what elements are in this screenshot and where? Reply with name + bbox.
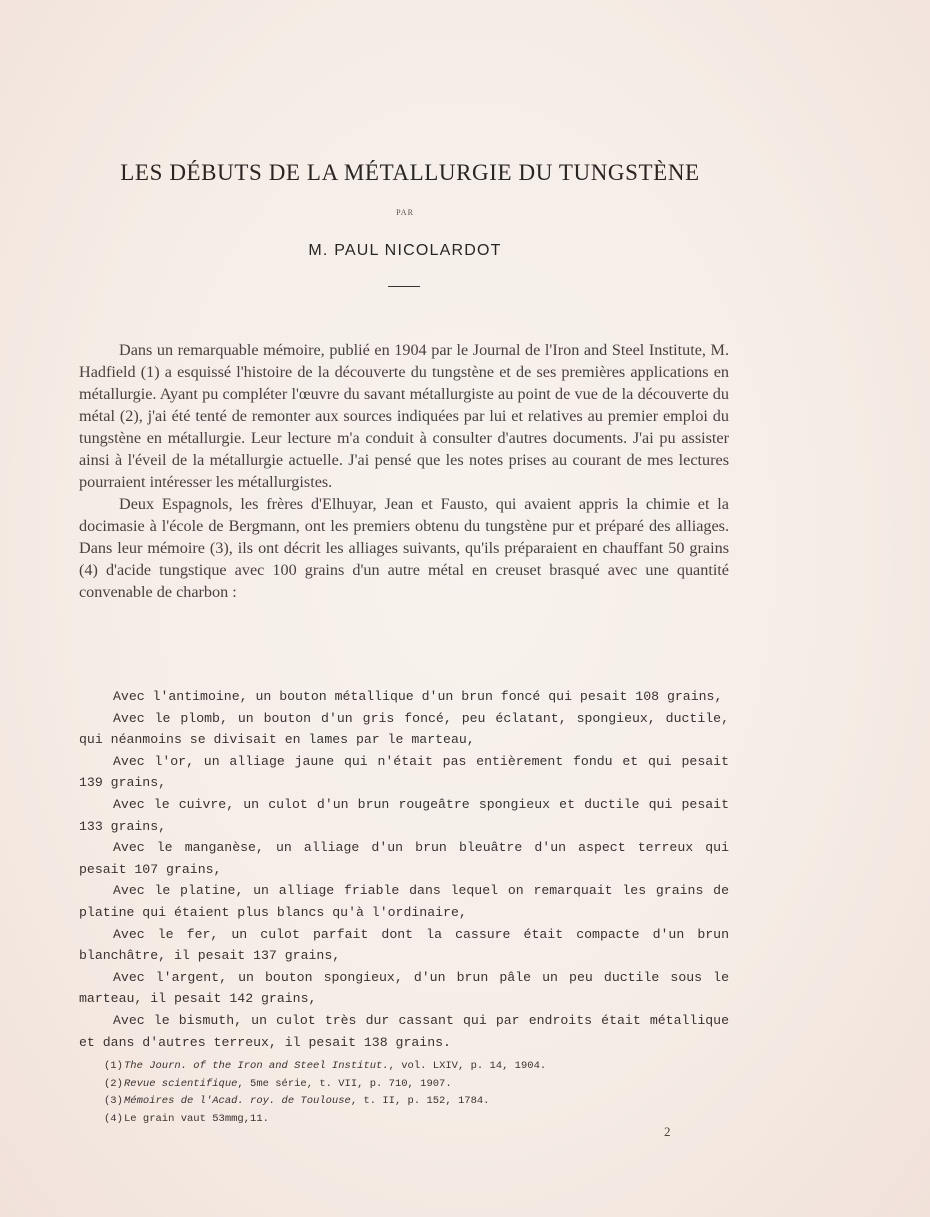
footnote-source: Mémoires de l'Acad. roy. de Toulouse bbox=[124, 1095, 351, 1107]
by-label: PAR bbox=[396, 208, 414, 217]
footnote-number: (4) bbox=[104, 1112, 123, 1125]
alloy-item: Avec l'argent, un bouton spongieux, d'un brun pâle un peu ductile sous le marteau, il pesait 142 grains, bbox=[79, 969, 729, 1007]
paragraph: Dans un remarquable mémoire, publié en 1904 par le Journal de l'Iron and Steel Institute, M. Hadfield (1) a esquissé l'histoire de la découverte du tungstène et de ses premières applications en métallurgie. Ayant pu compléter l'œuvre du savant métallurgiste au point de vue de la découverte du métal (2), j'ai été tenté de remonter aux sources indiquées par lui et relatives au premier emploi du tungstène en métallurgie. Leur lecture m'a conduit à consulter d'autres documents. J'ai pu assister ainsi à l'éveil de la métallurgie actuelle. J'ai pensé que les notes prises au courant de mes lectures pourraient intéresser les métallurgistes. bbox=[79, 341, 729, 491]
footnotes bbox=[104, 1058, 664, 1128]
footnote-detail: , vol. LXIV, p. 14, 1904. bbox=[388, 1060, 547, 1072]
footnote bbox=[104, 1076, 664, 1094]
footnote bbox=[104, 1093, 664, 1111]
alloy-item: Avec le platine, un alliage friable dans lequel on remarquait les grains de platine qui étaient plus blancs qu'à l'ordinaire, bbox=[79, 883, 729, 920]
footnote-source: Revue scientifique bbox=[124, 1077, 238, 1090]
footnote-detail: , t. II, p. 152, 1784. bbox=[350, 1095, 490, 1107]
alloy-item: Avec le fer, un culot parfait dont la cassure était compacte d'un brun blanchâtre, il pesait 137 grains, bbox=[79, 926, 729, 964]
alloy-item: Avec le manganèse, un alliage d'un brun bleuâtre d'un aspect terreux qui pesait 107 grains, bbox=[79, 840, 729, 877]
article-title: LES DÉBUTS DE LA MÉTALLURGIE DU TUNGSTÈNE bbox=[120, 160, 700, 185]
footnote-detail: Le grain vaut 53mmg,11. bbox=[124, 1112, 269, 1125]
footnote-number: (2) bbox=[104, 1077, 123, 1090]
body-text bbox=[79, 339, 729, 603]
footnote-detail: , 5me série, t. VII, p. 710, 1907. bbox=[237, 1077, 452, 1090]
page-number: 2 bbox=[664, 1124, 671, 1139]
footnote-source: The Journ. of the Iron and Steel Institut. bbox=[124, 1060, 389, 1072]
footnote-number: (3) bbox=[104, 1095, 123, 1107]
footnote-number: (1) bbox=[104, 1060, 123, 1072]
footnote bbox=[104, 1111, 664, 1129]
alloy-item: Avec le plomb, un bouton d'un gris foncé, peu éclatant, spongieux, ductile, qui néanmoins se divisait en lames par le marteau, bbox=[79, 710, 729, 748]
paragraph: Deux Espagnols, les frères d'Elhuyar, Jean et Fausto, qui avaient appris la chimie et la docimasie à l'école de Bergmann, ont les premiers obtenu du tungstène pur et préparé des alliages. Dans leur mémoire (3), ils ont décrit les alliages suivants, qu'ils préparaient en chauffant 50 grains (4) d'acide tungstique avec 100 grains d'un autre métal en creuset brasqué avec une quantité convenable de charbon : bbox=[79, 495, 729, 601]
alloy-list bbox=[79, 686, 729, 1053]
alloy-item: Avec l'or, un alliage jaune qui n'était pas entièrement fondu et qui pesait 139 grains, bbox=[79, 753, 729, 791]
alloy-item: Avec l'antimoine, un bouton métallique d'un brun foncé qui pesait 108 grains, bbox=[113, 689, 723, 704]
title-divider bbox=[388, 286, 420, 287]
footnote bbox=[104, 1058, 664, 1076]
alloy-item: Avec le bismuth, un culot très dur cassant qui par endroits était métallique et dans d'autres terreux, il pesait 138 grains. bbox=[79, 1012, 729, 1050]
author-name: M. PAUL NICOLARDOT bbox=[308, 242, 502, 259]
alloy-item: Avec le cuivre, un culot d'un brun rougeâtre spongieux et ductile qui pesait 133 grains, bbox=[79, 796, 729, 834]
